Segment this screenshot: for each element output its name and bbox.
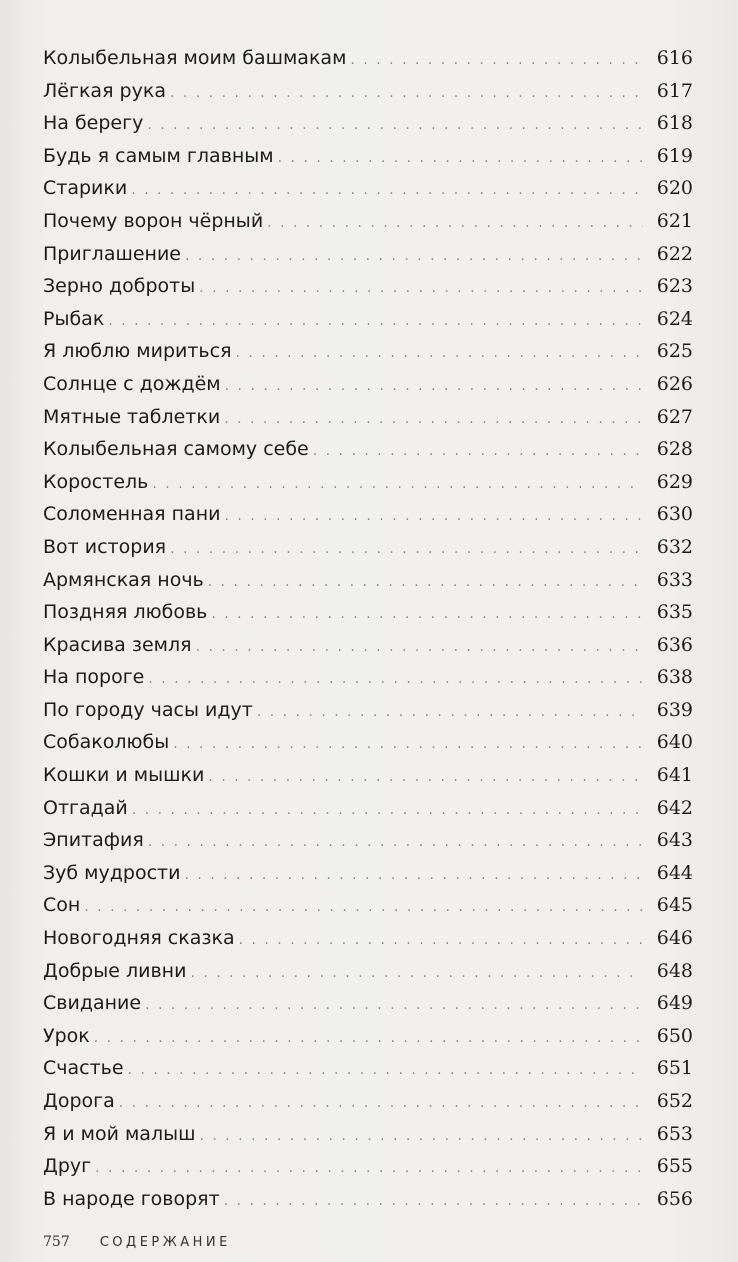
toc-entry-title: Свидание [43, 992, 142, 1015]
dot-leader [199, 272, 643, 305]
toc-entry [43, 1052, 693, 1085]
dot-leader [208, 761, 643, 794]
toc-entry [43, 596, 693, 629]
toc-entry-page: 649 [656, 992, 693, 1015]
toc-entry-title: Я люблю мириться [43, 340, 232, 363]
toc-entry-title: Армянская ночь [43, 568, 204, 591]
toc-entry [43, 726, 693, 759]
toc-entry [43, 205, 693, 238]
toc-entry-page: 650 [656, 1024, 693, 1047]
toc-entry [43, 661, 693, 694]
toc-entry-page: 642 [656, 796, 693, 819]
dot-leader [131, 174, 643, 207]
dot-leader [224, 1185, 643, 1218]
toc-entry-title: Коростель [43, 470, 149, 493]
toc-entry-page: 618 [656, 112, 693, 135]
toc-entry-title: Эпитафия [43, 829, 144, 852]
toc-entry-page: 622 [656, 242, 693, 265]
dot-leader [173, 728, 643, 761]
toc-entry-title: Колыбельная моим башмакам [43, 47, 347, 69]
toc-entry-page: 644 [656, 861, 693, 884]
toc-entry [43, 564, 693, 597]
toc-entry-title: Солнце с дождём [43, 372, 221, 395]
dot-leader [225, 370, 643, 403]
toc-entry [43, 42, 693, 75]
dot-leader [84, 891, 643, 924]
table-of-contents [43, 42, 693, 1215]
toc-entry [43, 955, 693, 988]
toc-entry [43, 107, 693, 140]
dot-leader [190, 957, 643, 990]
toc-entry-title: Мятные таблетки [43, 405, 221, 428]
toc-entry-page: 620 [656, 177, 693, 200]
toc-entry-title: Поздняя любовь [43, 601, 208, 624]
toc-entry [43, 498, 693, 531]
toc-entry-page: 623 [656, 275, 693, 298]
toc-entry [43, 629, 693, 662]
dot-leader [152, 468, 643, 501]
toc-entry [43, 1118, 693, 1151]
dot-leader [224, 403, 643, 436]
toc-entry-page: 652 [656, 1090, 693, 1112]
toc-entry-page: 633 [656, 568, 693, 591]
toc-entry-title: Приглашение [43, 242, 182, 265]
dot-leader [145, 989, 643, 1022]
dot-leader [170, 533, 643, 566]
toc-entry-page: 645 [656, 894, 693, 917]
toc-entry [43, 1020, 693, 1053]
dot-leader [128, 1054, 643, 1087]
page-footer [43, 1234, 231, 1250]
toc-entry-title: Счастье [43, 1057, 124, 1080]
toc-entry [43, 172, 693, 205]
dot-leader [95, 1152, 643, 1185]
footer-section-title: СОДЕРЖАНИЕ [99, 1235, 231, 1250]
toc-entry-title: Урок [43, 1024, 90, 1047]
dot-leader [208, 566, 643, 599]
toc-entry [43, 140, 693, 173]
toc-entry [43, 857, 693, 890]
toc-entry-title: На берегу [43, 112, 144, 135]
dot-leader [132, 794, 643, 827]
toc-entry-page: 616 [656, 47, 693, 69]
toc-entry [43, 368, 693, 401]
toc-entry-title: Вот история [43, 535, 167, 558]
toc-entry-page: 626 [656, 372, 693, 395]
toc-entry-title: На пороге [43, 666, 145, 689]
toc-entry-title: Новогодняя сказка [43, 927, 235, 950]
toc-entry [43, 270, 693, 303]
toc-entry-page: 632 [656, 535, 693, 558]
toc-entry [43, 1085, 693, 1118]
toc-entry-title: Отгадай [43, 796, 128, 819]
toc-entry-page: 630 [656, 503, 693, 526]
dot-leader [147, 109, 643, 142]
toc-entry-page: 627 [656, 405, 693, 428]
toc-entry [43, 401, 693, 434]
toc-entry-title: Старики [43, 177, 128, 200]
dot-leader [350, 44, 643, 77]
toc-entry [43, 1183, 693, 1216]
toc-entry-title: Добрые ливни [43, 959, 187, 982]
toc-entry-page: 638 [656, 666, 693, 689]
toc-entry [43, 1150, 693, 1183]
toc-entry [43, 75, 693, 108]
dot-leader [211, 598, 643, 631]
toc-entry-page: 651 [656, 1057, 693, 1080]
toc-entry [43, 694, 693, 727]
toc-entry-title: Рыбак [43, 307, 105, 330]
dot-leader [94, 1022, 643, 1055]
dot-leader [257, 696, 643, 729]
toc-entry-title: Соломенная пани [43, 503, 221, 526]
toc-entry [43, 238, 693, 271]
toc-entry-page: 641 [656, 764, 693, 787]
toc-entry [43, 466, 693, 499]
toc-entry [43, 792, 693, 825]
toc-entry-page: 625 [656, 340, 693, 363]
dot-leader [267, 207, 643, 240]
dot-leader [185, 240, 643, 273]
toc-entry-page: 646 [656, 927, 693, 950]
toc-entry-title: Сон [43, 894, 81, 917]
toc-entry-title: Друг [43, 1155, 92, 1178]
toc-entry-page: 621 [656, 209, 693, 232]
toc-entry-title: Лёгкая рука [43, 79, 166, 102]
toc-entry-page: 635 [656, 601, 693, 624]
dot-leader [148, 663, 643, 696]
toc-entry-page: 617 [656, 79, 693, 102]
toc-entry-page: 656 [656, 1187, 693, 1210]
toc-entry-title: Почему ворон чёрный [43, 209, 264, 232]
dot-leader [313, 435, 643, 468]
dot-leader [148, 826, 643, 859]
toc-entry-page: 629 [656, 470, 693, 493]
toc-entry-page: 619 [656, 144, 693, 167]
toc-entry-page: 643 [656, 829, 693, 852]
toc-entry [43, 335, 693, 368]
toc-entry [43, 303, 693, 336]
toc-entry-title: Зуб мудрости [43, 861, 181, 884]
dot-leader [108, 305, 643, 338]
toc-entry-title: Будь я самым главным [43, 144, 274, 167]
dot-leader [224, 500, 643, 533]
toc-entry-page: 624 [656, 307, 693, 330]
toc-entry-page: 636 [656, 633, 693, 656]
toc-entry-title: По городу часы идут [43, 698, 253, 721]
dot-leader [199, 1120, 643, 1153]
toc-entry-page: 639 [656, 698, 693, 721]
toc-entry-title: Колыбельная самому себе [43, 438, 309, 461]
toc-entry-title: В народе говорят [43, 1187, 220, 1210]
toc-entry-page: 640 [656, 731, 693, 754]
toc-entry-page: 628 [656, 438, 693, 461]
toc-entry [43, 759, 693, 792]
toc-entry-title: Красива земля [43, 633, 192, 656]
toc-entry-page: 653 [656, 1122, 693, 1145]
dot-leader [119, 1087, 643, 1120]
toc-entry [43, 824, 693, 857]
dot-leader [236, 337, 643, 370]
toc-entry-page: 655 [656, 1155, 693, 1178]
toc-entry [43, 987, 693, 1020]
toc-entry [43, 433, 693, 466]
dot-leader [170, 77, 643, 110]
toc-entry-title: Кошки и мышки [43, 764, 205, 787]
toc-entry-page: 648 [656, 959, 693, 982]
dot-leader [278, 142, 643, 175]
dot-leader [184, 859, 643, 892]
footer-page-number: 757 [43, 1234, 70, 1250]
toc-entry-title: Зерно доброты [43, 275, 196, 298]
dot-leader [239, 924, 643, 957]
toc-entry-title: Я и мой малыш [43, 1122, 196, 1145]
toc-entry-title: Дорога [43, 1090, 115, 1112]
toc-entry [43, 531, 693, 564]
toc-entry-title: Собаколюбы [43, 731, 170, 754]
toc-entry [43, 922, 693, 955]
dot-leader [196, 631, 643, 664]
toc-entry [43, 889, 693, 922]
